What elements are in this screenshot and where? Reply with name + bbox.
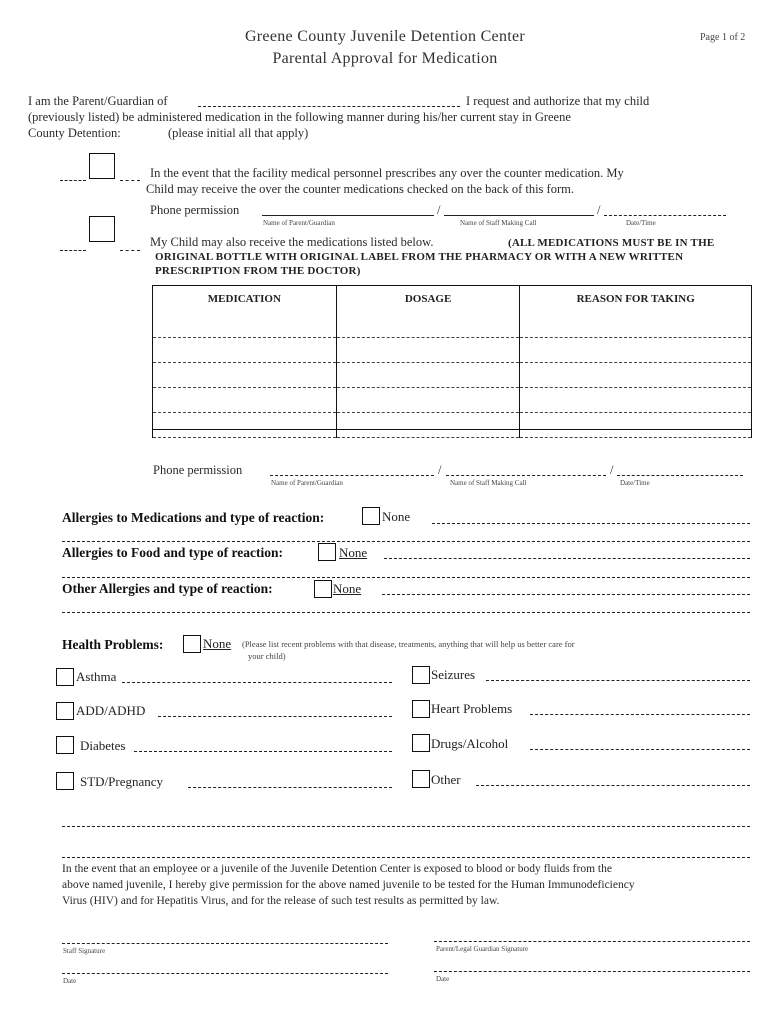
phone2-sub-staff: Name of Staff Making Call — [450, 479, 527, 487]
heart-problems-label: Heart Problems — [431, 701, 513, 716]
phone2-parent-field[interactable] — [270, 475, 434, 476]
seizures-label: Seizures — [431, 667, 476, 682]
reason-cell[interactable] — [520, 413, 752, 438]
diabetes-checkbox[interactable] — [56, 736, 74, 754]
allergies-medications-none-checkbox[interactable] — [362, 507, 380, 525]
intro-line-3a: County Detention: — [28, 126, 121, 140]
table-row — [153, 313, 752, 338]
phone2-label: Phone permission — [153, 463, 243, 477]
drugs-alcohol-checkbox[interactable] — [412, 734, 430, 752]
asthma-field[interactable] — [122, 682, 392, 683]
otc-staff-name-field[interactable] — [444, 215, 594, 216]
allergies-other-field[interactable] — [382, 594, 750, 595]
date-left-line[interactable] — [62, 973, 388, 974]
allergies-food-label: Allergies to Food and type of reaction: — [62, 545, 283, 560]
otc-text-2: Child may receive the over the counter medications checked on the back of this form. — [146, 182, 574, 196]
med-header-dosage: DOSAGE — [336, 285, 520, 313]
table-row — [153, 338, 752, 363]
child-name-field[interactable] — [198, 106, 460, 107]
date-right-line[interactable] — [434, 971, 750, 972]
med-header-reason: REASON FOR TAKING — [520, 285, 752, 313]
seizures-checkbox[interactable] — [412, 666, 430, 684]
otc-initial-line-right[interactable] — [120, 180, 140, 181]
intro-line-3b: (please initial all that apply) — [168, 126, 309, 140]
add-adhd-field[interactable] — [158, 716, 392, 717]
asthma-label: Asthma — [76, 669, 117, 684]
allergies-other-field-2[interactable] — [62, 612, 750, 613]
reason-cell[interactable] — [520, 313, 752, 338]
table-row — [153, 388, 752, 413]
heart-problems-field[interactable] — [530, 714, 750, 715]
seizures-field[interactable] — [486, 680, 750, 681]
drugs-alcohol-field[interactable] — [530, 749, 750, 750]
health-none-checkbox[interactable] — [183, 635, 201, 653]
med-cell[interactable] — [153, 388, 337, 413]
add-adhd-label: ADD/ADHD — [76, 703, 146, 718]
med-cell[interactable] — [153, 313, 337, 338]
otc-phone-label: Phone permission — [150, 203, 240, 217]
allergies-other-none-checkbox[interactable] — [314, 580, 332, 598]
intro-request-text: I request and authorize that my child — [466, 94, 650, 108]
std-pregnancy-checkbox[interactable] — [56, 772, 74, 790]
consent-line-1: In the event that an employee or a juvenile of the Juvenile Detention Center is exposed to blood or body fluids from the — [62, 863, 612, 875]
phone2-slash-1: / — [438, 463, 442, 477]
otc-date-field[interactable] — [604, 215, 726, 216]
otc-initial-box[interactable] — [89, 153, 115, 179]
table-row — [153, 413, 752, 438]
health-none: None — [203, 636, 232, 651]
health-note-1: (Please list recent problems with that disease, treatments, anything that will help us better care for — [242, 639, 575, 649]
allergies-food-field-2[interactable] — [62, 577, 750, 578]
allergies-other-label: Other Allergies and type of reaction: — [62, 581, 273, 596]
add-adhd-checkbox[interactable] — [56, 702, 74, 720]
listed-caps-2: ORIGINAL BOTTLE WITH ORIGINAL LABEL FROM THE PHARMACY OR WITH A NEW WRITTEN — [155, 251, 684, 263]
form-title: Greene County Juvenile Detention Center — [244, 28, 526, 45]
other-checkbox[interactable] — [412, 770, 430, 788]
otc-text-1: In the event that the facility medical personnel prescribes any over the counter medication. My — [150, 166, 624, 180]
reason-cell[interactable] — [520, 388, 752, 413]
other-field[interactable] — [476, 785, 750, 786]
med-cell[interactable] — [153, 363, 337, 388]
otc-initial-line[interactable] — [60, 180, 86, 181]
phone2-sub-parent: Name of Parent/Guardian — [271, 479, 343, 487]
listed-caps-3: PRESCRIPTION FROM THE DOCTOR) — [155, 265, 361, 277]
intro-parent-label: I am the Parent/Guardian of — [28, 94, 168, 108]
allergies-medications-none: None — [382, 509, 411, 524]
reason-cell[interactable] — [520, 338, 752, 363]
otc-slash-1: / — [437, 203, 441, 217]
table-row — [153, 363, 752, 388]
listed-initial-line[interactable] — [60, 250, 86, 251]
dosage-cell[interactable] — [336, 313, 520, 338]
listed-initial-line-right[interactable] — [120, 250, 140, 251]
allergies-food-none-checkbox[interactable] — [318, 543, 336, 561]
otc-slash-2: / — [597, 203, 601, 217]
allergies-food-field[interactable] — [384, 558, 750, 559]
page-number: Page 1 of 2 — [700, 32, 746, 43]
otc-sub-parent: Name of Parent/Guardian — [263, 219, 335, 227]
staff-signature-line[interactable] — [62, 943, 388, 944]
phone2-slash-2: / — [610, 463, 614, 477]
parent-signature-line[interactable] — [434, 941, 750, 942]
staff-signature-label: Staff Signature — [63, 947, 106, 955]
health-extra-line-1[interactable] — [62, 826, 750, 827]
dosage-cell[interactable] — [336, 413, 520, 438]
phone2-date-field[interactable] — [617, 475, 743, 476]
otc-sub-date: Date/Time — [626, 219, 656, 227]
form-subtitle: Parental Approval for Medication — [272, 50, 498, 67]
allergies-medications-field[interactable] — [432, 523, 750, 524]
parent-signature-label: Parent/Legal Guardian Signature — [436, 945, 529, 953]
listed-text-1: My Child may also receive the medications listed below. — [150, 235, 434, 249]
consent-line-2: above named juvenile, I hereby give permission for the above named juvenile to be tested for the Human Immunodeficiency — [62, 879, 635, 891]
health-extra-line-2[interactable] — [62, 857, 750, 858]
phone2-sub-date: Date/Time — [620, 479, 650, 487]
med-cell[interactable] — [153, 338, 337, 363]
std-pregnancy-field[interactable] — [188, 787, 392, 788]
otc-sub-staff: Name of Staff Making Call — [460, 219, 537, 227]
dosage-cell[interactable] — [336, 338, 520, 363]
health-note-2: your child) — [248, 651, 286, 661]
allergies-medications-label: Allergies to Medications and type of reaction: — [62, 510, 325, 525]
listed-initial-box[interactable] — [89, 216, 115, 242]
medication-table — [152, 285, 752, 438]
heart-problems-checkbox[interactable] — [412, 700, 430, 718]
listed-caps-1: (ALL MEDICATIONS MUST BE IN THE — [508, 237, 715, 249]
otc-parent-name-field[interactable] — [262, 215, 434, 216]
intro-line-2: (previously listed) be administered medication in the following manner during his/her current stay in Greene — [28, 110, 571, 124]
drugs-alcohol-label: Drugs/Alcohol — [431, 736, 509, 751]
dosage-cell[interactable] — [336, 363, 520, 388]
date-right-label: Date — [436, 975, 450, 983]
health-problems-label: Health Problems: — [62, 637, 164, 652]
reason-cell[interactable] — [520, 363, 752, 388]
consent-line-3: Virus (HIV) and for Hepatitis Virus, and for the release of such test results as permitted by law. — [62, 895, 500, 907]
med-header-medication: MEDICATION — [153, 285, 337, 313]
date-left-label: Date — [63, 977, 77, 985]
diabetes-label: Diabetes — [80, 738, 126, 753]
allergies-food-none: None — [339, 545, 368, 560]
allergies-medications-field-2[interactable] — [62, 541, 750, 542]
phone2-staff-field[interactable] — [446, 475, 606, 476]
med-table-bottom-border — [152, 429, 752, 430]
diabetes-field[interactable] — [134, 751, 392, 752]
dosage-cell[interactable] — [336, 388, 520, 413]
std-pregnancy-label: STD/Pregnancy — [80, 774, 164, 789]
med-cell[interactable] — [153, 413, 337, 438]
asthma-checkbox[interactable] — [56, 668, 74, 686]
other-label: Other — [431, 772, 461, 787]
allergies-other-none: None — [333, 581, 362, 596]
